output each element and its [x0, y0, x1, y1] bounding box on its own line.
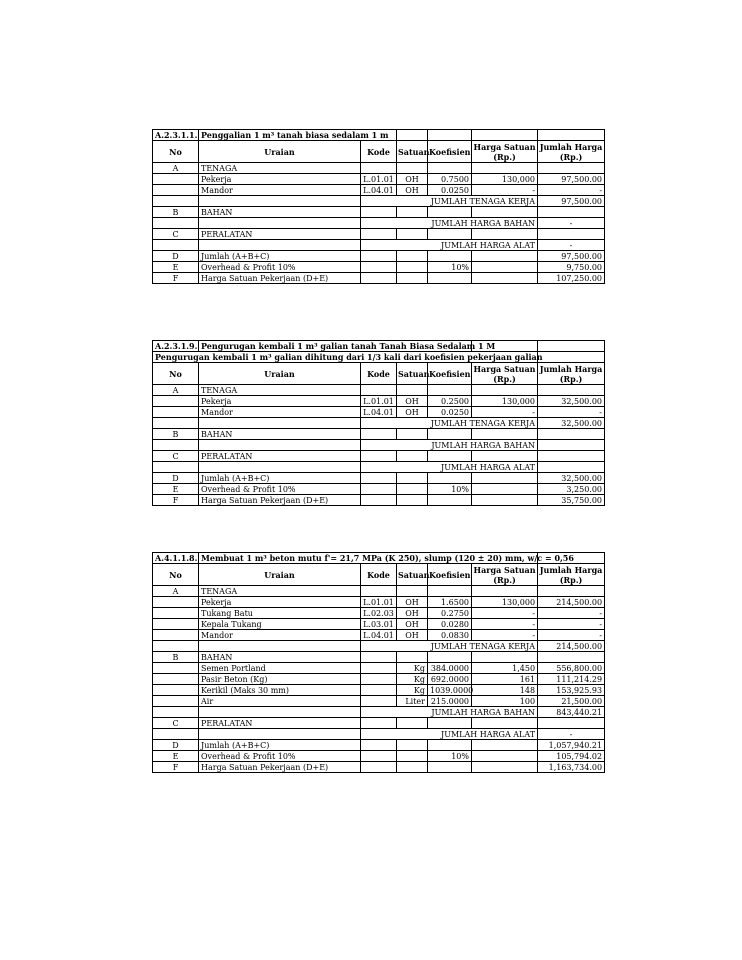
col-uraian: Uraian: [199, 564, 361, 586]
col-koefisien: Koefisien: [428, 564, 472, 586]
section-row: B BAHAN: [153, 652, 605, 663]
col-jumlah-harga: Jumlah Harga (Rp.): [538, 564, 605, 586]
ahsp-table-2: [152, 340, 605, 506]
header-row: [153, 363, 605, 385]
header-row: [153, 564, 605, 586]
col-jumlah-harga: Jumlah Harga (Rp.): [538, 363, 605, 385]
total-row-d: D Jumlah (A+B+C) 1,057,940.21: [153, 740, 605, 751]
header-row: [153, 141, 605, 163]
item-row: Air Liter 215.0000 100 21,500.00: [153, 696, 605, 707]
col-kode: Kode: [361, 141, 397, 163]
subtotal-row: JUMLAH TENAGA KERJA 32,500.00: [153, 418, 605, 429]
subtitle-row: [153, 352, 605, 363]
item-row: Pasir Beton (Kg) Kg 692.0000 161 111,214.29: [153, 674, 605, 685]
section-row: C PERALATAN: [153, 229, 605, 240]
section-row: A TENAGA: [153, 586, 605, 597]
col-no: No: [153, 141, 199, 163]
item-code: A.2.3.1.9.: [153, 341, 199, 352]
col-uraian: Uraian: [199, 141, 361, 163]
overhead-row-e: E Overhead & Profit 10% 10% 9,750.00: [153, 262, 605, 273]
item-row: Tukang Batu L.02.03 OH 0.2750 - -: [153, 608, 605, 619]
item-row: Semen Portland Kg 384.0000 1,450 556,800.00: [153, 663, 605, 674]
item-title: Pengurugan kembali 1 m³ galian tanah Tanah Biasa Sedalam 1 M: [199, 341, 472, 352]
item-row: Pekerja L.01.01 OH 0.7500 130,000 97,500.00: [153, 174, 605, 185]
col-harga-satuan: Harga Satuan (Rp.): [473, 141, 536, 162]
total-row-d: D Jumlah (A+B+C) 32,500.00: [153, 473, 605, 484]
item-code: A.2.3.1.1.: [153, 130, 199, 141]
col-kode: Kode: [361, 564, 397, 586]
item-row: Mandor L.04.01 OH 0.0830 - -: [153, 630, 605, 641]
subtotal-row: JUMLAH HARGA ALAT -: [153, 729, 605, 740]
item-subtitle: Pengurugan kembali 1 m³ galian dihitung dari 1/3 kali dari koefisien pekerjaan galian: [153, 352, 538, 363]
item-title: Penggalian 1 m³ tanah biasa sedalam 1 m: [199, 130, 397, 141]
col-satuan: Satuan: [397, 141, 428, 163]
item-row: Mandor L.04.01 OH 0.0250 - -: [153, 407, 605, 418]
subtotal-row: JUMLAH HARGA BAHAN -: [153, 218, 605, 229]
subtotal-row: JUMLAH HARGA BAHAN 843,440.21: [153, 707, 605, 718]
overhead-row-e: E Overhead & Profit 10% 10% 3,250.00: [153, 484, 605, 495]
col-harga-satuan: Harga Satuan (Rp.): [473, 363, 536, 384]
grand-total-row-f: F Harga Satuan Pekerjaan (D+E) 35,750.00: [153, 495, 605, 506]
section-row: A TENAGA: [153, 385, 605, 396]
subtotal-row: JUMLAH HARGA ALAT -: [153, 240, 605, 251]
col-satuan: Satuan: [397, 363, 428, 385]
total-row-d: D Jumlah (A+B+C) 97,500.00: [153, 251, 605, 262]
col-no: No: [153, 363, 199, 385]
subtotal-row: JUMLAH HARGA ALAT: [153, 462, 605, 473]
ahsp-table-1: [152, 129, 605, 284]
title-row: [153, 553, 605, 564]
col-kode: Kode: [361, 363, 397, 385]
col-jumlah-harga: Jumlah Harga (Rp.): [538, 141, 605, 163]
overhead-row-e: E Overhead & Profit 10% 10% 105,794.02: [153, 751, 605, 762]
title-row: [153, 130, 605, 141]
section-row: A TENAGA: [153, 163, 605, 174]
item-row: Mandor L.04.01 OH 0.0250 - -: [153, 185, 605, 196]
section-row: C PERALATAN: [153, 451, 605, 462]
item-title: Membuat 1 m³ beton mutu f'= 21,7 MPa (K 250), slump (120 ± 20) mm, w/c = 0,56: [199, 553, 538, 564]
col-satuan: Satuan: [397, 564, 428, 586]
item-row: Kerikil (Maks 30 mm) Kg 1039.0000 148 153,925.93: [153, 685, 605, 696]
subtotal-row: JUMLAH TENAGA KERJA 97,500.00: [153, 196, 605, 207]
subtotal-row: JUMLAH TENAGA KERJA 214,500.00: [153, 641, 605, 652]
section-row: B BAHAN: [153, 429, 605, 440]
col-koefisien: Koefisien: [428, 363, 472, 385]
item-row: Pekerja L.01.01 OH 0.2500 130,000 32,500.00: [153, 396, 605, 407]
item-code: A.4.1.1.8.: [153, 553, 199, 564]
ahsp-table-3: [152, 552, 605, 773]
item-row: Kepala Tukang L.03.01 OH 0.0280 - -: [153, 619, 605, 630]
section-row: C PERALATAN: [153, 718, 605, 729]
title-row: [153, 341, 605, 352]
col-harga-satuan: Harga Satuan (Rp.): [472, 564, 538, 586]
grand-total-row-f: F Harga Satuan Pekerjaan (D+E) 1,163,734.00: [153, 762, 605, 773]
grand-total-row-f: F Harga Satuan Pekerjaan (D+E) 107,250.00: [153, 273, 605, 284]
item-row: Pekerja L.01.01 OH 1.6500 130,000 214,500.00: [153, 597, 605, 608]
section-row: B BAHAN: [153, 207, 605, 218]
col-no: No: [153, 564, 199, 586]
subtotal-row: JUMLAH HARGA BAHAN: [153, 440, 605, 451]
col-uraian: Uraian: [199, 363, 361, 385]
col-koefisien: Koefisien: [428, 141, 472, 163]
